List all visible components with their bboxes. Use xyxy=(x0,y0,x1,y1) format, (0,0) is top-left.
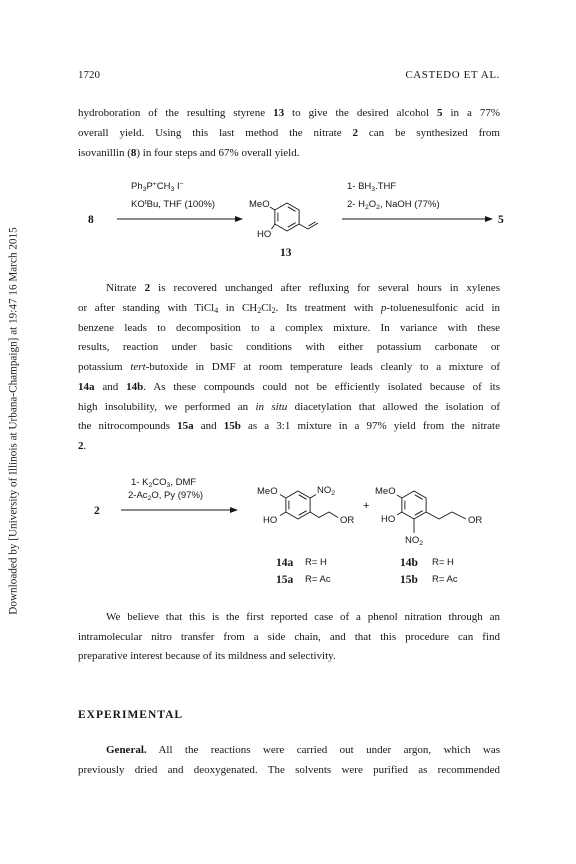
text-run: preparative interest because of its mildness and selectivity. xyxy=(78,650,336,662)
text-run: or after standing with TiCl xyxy=(78,301,215,314)
compound-label-intermediate: 13 xyxy=(280,247,292,259)
running-head: CASTEDO ET AL. xyxy=(405,69,500,81)
bold-text: 14b xyxy=(126,380,144,393)
superscript: t xyxy=(144,198,147,206)
text-run: and xyxy=(94,380,127,393)
substituent-label-meo: MeO xyxy=(257,486,278,497)
r-group-label: R= Ac xyxy=(305,574,331,585)
text-run: isovanillin ( xyxy=(78,147,131,159)
substituent-label-ho: HO xyxy=(263,515,278,526)
side-chain-bond xyxy=(426,512,466,519)
text-run: 1- K xyxy=(131,477,149,488)
text-run: O, Py (97%) xyxy=(151,490,204,501)
text-line xyxy=(78,279,500,299)
text-run: to give the desired alcohol xyxy=(284,107,437,119)
text-run: diacetylation that allowed the isolation of xyxy=(287,400,501,413)
text-run: ) in four steps and 67% overall yield. xyxy=(136,147,300,159)
text-run: -butoxide in DMF at room temperature leads cleanly to a mixture of xyxy=(145,361,500,373)
bond xyxy=(397,512,402,515)
text-run: , DMF xyxy=(170,477,197,488)
arrow-head xyxy=(485,216,493,222)
bond xyxy=(270,207,275,210)
bold-text: 2 xyxy=(144,282,151,294)
substituent-label-meo: MeO xyxy=(249,199,270,210)
benzene-ring xyxy=(275,203,299,231)
substituent-label-no2 xyxy=(405,535,423,547)
subscript: 3 xyxy=(371,186,376,194)
text-run: . xyxy=(83,440,87,452)
subscript: 3 xyxy=(142,186,147,194)
text-run: can be synthesized from xyxy=(358,127,500,139)
text-run: . Its treatment with xyxy=(275,301,381,314)
text-line xyxy=(78,299,500,319)
text-line xyxy=(78,760,500,780)
text-run: 2-Ac xyxy=(128,490,148,501)
text-run: , NaOH (77%) xyxy=(379,199,440,210)
text-run: O xyxy=(368,199,377,210)
reagent-line xyxy=(131,181,184,193)
reagent-line xyxy=(347,181,396,193)
section-heading: EXPERIMENTAL xyxy=(78,709,184,721)
text-run: 1- BH xyxy=(347,181,372,192)
text-run: I xyxy=(174,181,180,192)
subscript: 2 xyxy=(376,204,380,212)
subscript: 2 xyxy=(257,306,262,316)
subscript: 2 xyxy=(147,495,152,503)
text-run: -toluenesulfonic acid in xyxy=(386,301,501,314)
text-line xyxy=(78,417,500,437)
text-run: CO xyxy=(152,477,167,488)
structure-14b-15b xyxy=(397,491,466,533)
substituent-label-ho: HO xyxy=(257,229,272,240)
bond xyxy=(397,495,402,498)
text-line xyxy=(78,358,500,378)
italic-text: p xyxy=(380,301,387,314)
superscript: + xyxy=(152,180,157,188)
text-line xyxy=(78,103,500,123)
subscript: 2 xyxy=(271,306,276,316)
paragraph xyxy=(78,740,500,780)
subscript: 2 xyxy=(364,204,369,212)
bond xyxy=(272,224,275,229)
plus-sign: + xyxy=(363,500,370,512)
r-group-label: R= H xyxy=(305,557,327,568)
bold-text: 2 xyxy=(78,440,84,452)
text-run: NO xyxy=(317,485,332,496)
superscript: − xyxy=(179,180,184,188)
subscript: 3 xyxy=(170,186,175,194)
compound-label-product: 5 xyxy=(498,214,504,226)
text-run: NO xyxy=(405,535,420,546)
text-line xyxy=(78,647,500,667)
text-line xyxy=(78,740,500,760)
text-run: Ph xyxy=(131,181,143,192)
text-run: overall yield. Using this last method the nitrate xyxy=(78,127,353,139)
text-run: Cl xyxy=(261,301,272,314)
substituent-label-ho: HO xyxy=(381,514,396,525)
compound-label-start: 2 xyxy=(94,505,100,517)
compound-label: 14a xyxy=(276,557,294,569)
substituent-label-no2 xyxy=(317,485,335,497)
bond xyxy=(280,512,286,516)
bond xyxy=(310,495,316,499)
compound-label: 15a xyxy=(276,574,294,586)
bold-text: 15a xyxy=(177,420,194,433)
bold-text: General. xyxy=(106,744,147,756)
text-run: 2- H xyxy=(347,199,365,210)
italic-text: in situ xyxy=(255,400,288,413)
text-run: .THF xyxy=(375,181,397,192)
bold-text: 14a xyxy=(78,380,95,393)
download-watermark: Downloaded by [University of Illinois at Urbana-Champaign] at 19:47 16 March 2015 xyxy=(7,227,20,615)
text-line xyxy=(78,123,500,143)
substituent-label-or: OR xyxy=(340,515,355,526)
italic-text: tert xyxy=(130,361,146,373)
r-group-label: R= H xyxy=(432,557,454,568)
subscript: 2 xyxy=(419,540,424,548)
text-run: KO xyxy=(131,199,145,210)
text-line xyxy=(78,143,500,163)
text-run: results, reaction under basic conditions with either potassium carbonate or xyxy=(78,341,500,354)
text-run: hydroboration of the resulting styrene xyxy=(78,107,274,119)
text-run: P xyxy=(146,181,153,192)
reagent-line xyxy=(131,199,215,211)
text-line xyxy=(78,338,500,358)
text-run: benzene leads to decomposition to a complex mixture. In variance with these xyxy=(78,321,500,334)
vinyl-bond xyxy=(299,223,318,229)
text-run: high insolubility, we performed an xyxy=(78,400,256,413)
page-number: 1720 xyxy=(78,69,100,81)
text-run: All the reactions were carried out under argon, which was xyxy=(146,744,500,756)
subscript: 2 xyxy=(148,482,153,490)
arrow-head xyxy=(230,507,238,513)
reagent-line xyxy=(128,490,203,502)
compound-label: 14b xyxy=(400,557,418,569)
text-line xyxy=(78,437,500,457)
text-run: in CH xyxy=(218,301,258,314)
text-run: as a 3:1 mixture in a 97% yield from the nitrate xyxy=(240,420,500,433)
text-run: Bu, THF (100%) xyxy=(146,199,216,210)
text-run: potassium xyxy=(78,361,131,373)
structure-13 xyxy=(270,203,318,231)
text-run: previously dried and deoxygenated. The solvents were purified as recommended xyxy=(78,764,500,776)
bold-text: 13 xyxy=(273,107,285,119)
bold-text: 2 xyxy=(352,127,359,139)
reagent-line xyxy=(131,477,196,489)
subscript: 2 xyxy=(331,490,336,498)
text-run: Nitrate xyxy=(106,282,145,294)
paragraph xyxy=(78,608,500,667)
text-run: the nitrocompounds xyxy=(78,420,178,433)
compound-label: 15b xyxy=(400,574,418,586)
text-run: is recovered unchanged after refluxing for several hours in xylenes xyxy=(150,282,500,294)
bold-text: 5 xyxy=(436,107,443,119)
text-line xyxy=(78,628,500,648)
text-run: . As these compounds could not be efficiently isolated because of its xyxy=(143,380,500,393)
bold-text: 8 xyxy=(130,147,137,159)
text-line xyxy=(78,319,500,339)
text-run: CH xyxy=(156,181,171,192)
text-run: intramolecular nitro transfer from a side chain, and that this procedure can find xyxy=(78,630,500,643)
text-run: and xyxy=(193,420,224,433)
subscript: 3 xyxy=(166,482,171,490)
text-line xyxy=(78,378,500,398)
benzene-ring xyxy=(286,491,310,519)
paragraph-continued xyxy=(78,103,500,163)
reagent-line xyxy=(347,199,440,211)
compound-label-start: 8 xyxy=(88,214,94,226)
text-line xyxy=(78,398,500,418)
bold-text: 15b xyxy=(223,420,241,433)
r-group-label: R= Ac xyxy=(432,574,458,585)
arrow-head xyxy=(235,216,243,222)
substituent-label-or: OR xyxy=(468,515,483,526)
substituent-label-meo: MeO xyxy=(375,486,396,497)
benzene-ring xyxy=(402,491,426,519)
text-run: in a 77% xyxy=(442,107,501,119)
subscript: 4 xyxy=(214,306,219,316)
text-line xyxy=(78,608,500,628)
text-run: We believe that this is the first reported case of a phenol nitration through an xyxy=(106,611,500,623)
bond xyxy=(280,495,286,499)
side-chain-bond xyxy=(310,512,338,518)
double-bond xyxy=(308,222,315,226)
paragraph xyxy=(78,279,500,457)
